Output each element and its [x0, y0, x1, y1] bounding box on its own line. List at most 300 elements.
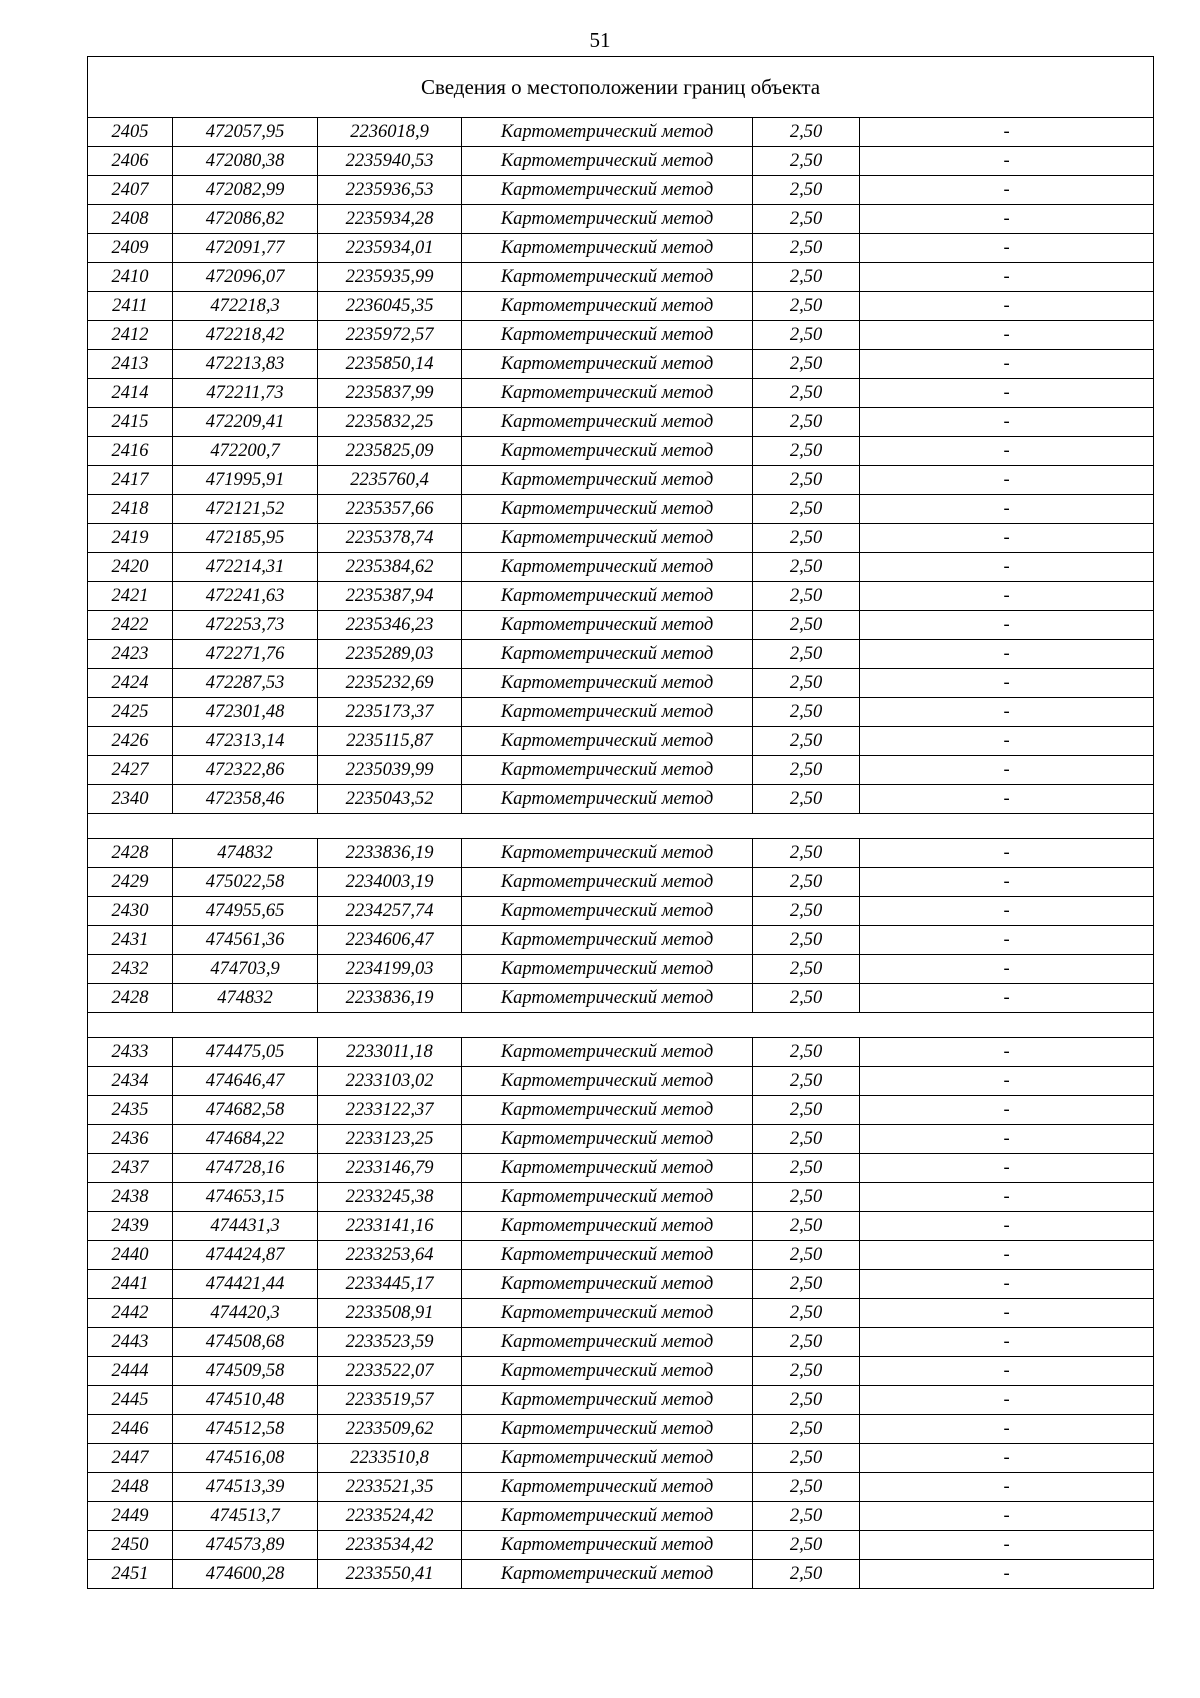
table-row: [88, 1328, 1154, 1357]
accuracy-cell: 2,50: [753, 611, 860, 640]
point-number-cell: 2417: [88, 466, 173, 495]
y-coordinate-cell: 2233836,19: [318, 984, 462, 1013]
point-number-cell: 2340: [88, 785, 173, 814]
method-cell: Картометрический метод: [462, 1183, 753, 1212]
method-cell: Картометрический метод: [462, 868, 753, 897]
x-coordinate-cell: 472213,83: [173, 350, 318, 379]
point-number-cell: 2443: [88, 1328, 173, 1357]
x-coordinate-cell: 474728,16: [173, 1154, 318, 1183]
accuracy-cell: 2,50: [753, 205, 860, 234]
boundary-table: [87, 56, 1154, 1589]
description-cell: -: [860, 321, 1154, 350]
y-coordinate-cell: 2235837,99: [318, 379, 462, 408]
description-cell: -: [860, 1270, 1154, 1299]
x-coordinate-cell: 474832: [173, 984, 318, 1013]
description-cell: -: [860, 611, 1154, 640]
y-coordinate-cell: 2233253,64: [318, 1241, 462, 1270]
accuracy-cell: 2,50: [753, 1328, 860, 1357]
accuracy-cell: 2,50: [753, 1212, 860, 1241]
method-cell: Картометрический метод: [462, 263, 753, 292]
point-number-cell: 2425: [88, 698, 173, 727]
x-coordinate-cell: 474682,58: [173, 1096, 318, 1125]
boundary-table-container: [87, 56, 1153, 1589]
method-cell: Картометрический метод: [462, 437, 753, 466]
x-coordinate-cell: 474600,28: [173, 1560, 318, 1589]
x-coordinate-cell: 472082,99: [173, 176, 318, 205]
description-cell: -: [860, 868, 1154, 897]
method-cell: Картометрический метод: [462, 1560, 753, 1589]
table-body: [88, 118, 1154, 1589]
y-coordinate-cell: 2233524,42: [318, 1502, 462, 1531]
y-coordinate-cell: 2236018,9: [318, 118, 462, 147]
method-cell: Картометрический метод: [462, 1212, 753, 1241]
description-cell: -: [860, 408, 1154, 437]
accuracy-cell: 2,50: [753, 234, 860, 263]
point-number-cell: 2444: [88, 1357, 173, 1386]
y-coordinate-cell: 2234257,74: [318, 897, 462, 926]
y-coordinate-cell: 2235825,09: [318, 437, 462, 466]
x-coordinate-cell: 474573,89: [173, 1531, 318, 1560]
table-row: [88, 698, 1154, 727]
table-row: [88, 147, 1154, 176]
description-cell: -: [860, 698, 1154, 727]
y-coordinate-cell: 2233510,8: [318, 1444, 462, 1473]
table-row: [88, 408, 1154, 437]
accuracy-cell: 2,50: [753, 1241, 860, 1270]
accuracy-cell: 2,50: [753, 350, 860, 379]
accuracy-cell: 2,50: [753, 1415, 860, 1444]
y-coordinate-cell: 2235387,94: [318, 582, 462, 611]
table-row: [88, 984, 1154, 1013]
accuracy-cell: 2,50: [753, 669, 860, 698]
table-row: [88, 437, 1154, 466]
table-row: [88, 1444, 1154, 1473]
y-coordinate-cell: 2235972,57: [318, 321, 462, 350]
x-coordinate-cell: 472214,31: [173, 553, 318, 582]
x-coordinate-cell: 474512,58: [173, 1415, 318, 1444]
point-number-cell: 2446: [88, 1415, 173, 1444]
method-cell: Картометрический метод: [462, 955, 753, 984]
table-row: [88, 926, 1154, 955]
table-row: [88, 379, 1154, 408]
description-cell: -: [860, 1241, 1154, 1270]
method-cell: Картометрический метод: [462, 118, 753, 147]
y-coordinate-cell: 2235346,23: [318, 611, 462, 640]
description-cell: -: [860, 524, 1154, 553]
method-cell: Картометрический метод: [462, 350, 753, 379]
description-cell: -: [860, 839, 1154, 868]
description-cell: -: [860, 205, 1154, 234]
description-cell: -: [860, 118, 1154, 147]
y-coordinate-cell: 2235115,87: [318, 727, 462, 756]
point-number-cell: 2451: [88, 1560, 173, 1589]
point-number-cell: 2438: [88, 1183, 173, 1212]
point-number-cell: 2427: [88, 756, 173, 785]
x-coordinate-cell: 474516,08: [173, 1444, 318, 1473]
x-coordinate-cell: 472322,86: [173, 756, 318, 785]
x-coordinate-cell: 474420,3: [173, 1299, 318, 1328]
x-coordinate-cell: 472271,76: [173, 640, 318, 669]
method-cell: Картометрический метод: [462, 698, 753, 727]
y-coordinate-cell: 2233836,19: [318, 839, 462, 868]
point-number-cell: 2423: [88, 640, 173, 669]
point-number-cell: 2410: [88, 263, 173, 292]
table-row: [88, 495, 1154, 524]
method-cell: Картометрический метод: [462, 984, 753, 1013]
x-coordinate-cell: 474510,48: [173, 1386, 318, 1415]
accuracy-cell: 2,50: [753, 495, 860, 524]
x-coordinate-cell: 472218,42: [173, 321, 318, 350]
table-row: [88, 1299, 1154, 1328]
description-cell: -: [860, 1444, 1154, 1473]
x-coordinate-cell: 474421,44: [173, 1270, 318, 1299]
method-cell: Картометрический метод: [462, 1328, 753, 1357]
table-row: [88, 785, 1154, 814]
description-cell: -: [860, 1328, 1154, 1357]
table-row: [88, 263, 1154, 292]
description-cell: -: [860, 1502, 1154, 1531]
group-separator-cell: [88, 1013, 1154, 1038]
y-coordinate-cell: 2234003,19: [318, 868, 462, 897]
description-cell: -: [860, 379, 1154, 408]
point-number-cell: 2449: [88, 1502, 173, 1531]
table-row: [88, 582, 1154, 611]
description-cell: -: [860, 897, 1154, 926]
description-cell: -: [860, 785, 1154, 814]
accuracy-cell: 2,50: [753, 292, 860, 321]
y-coordinate-cell: 2234606,47: [318, 926, 462, 955]
x-coordinate-cell: 474424,87: [173, 1241, 318, 1270]
method-cell: Картометрический метод: [462, 1241, 753, 1270]
accuracy-cell: 2,50: [753, 839, 860, 868]
accuracy-cell: 2,50: [753, 1270, 860, 1299]
method-cell: Картометрический метод: [462, 1096, 753, 1125]
point-number-cell: 2429: [88, 868, 173, 897]
description-cell: -: [860, 640, 1154, 669]
x-coordinate-cell: 472241,63: [173, 582, 318, 611]
method-cell: Картометрический метод: [462, 1038, 753, 1067]
x-coordinate-cell: 474561,36: [173, 926, 318, 955]
table-row: [88, 1154, 1154, 1183]
y-coordinate-cell: 2233509,62: [318, 1415, 462, 1444]
point-number-cell: 2448: [88, 1473, 173, 1502]
y-coordinate-cell: 2235289,03: [318, 640, 462, 669]
y-coordinate-cell: 2235936,53: [318, 176, 462, 205]
table-row: [88, 176, 1154, 205]
accuracy-cell: 2,50: [753, 118, 860, 147]
point-number-cell: 2428: [88, 984, 173, 1013]
description-cell: -: [860, 1212, 1154, 1241]
accuracy-cell: 2,50: [753, 466, 860, 495]
table-row: [88, 1415, 1154, 1444]
method-cell: Картометрический метод: [462, 1125, 753, 1154]
table-row: [88, 1125, 1154, 1154]
method-cell: Картометрический метод: [462, 926, 753, 955]
point-number-cell: 2409: [88, 234, 173, 263]
method-cell: Картометрический метод: [462, 1473, 753, 1502]
method-cell: Картометрический метод: [462, 524, 753, 553]
table-row: [88, 553, 1154, 582]
y-coordinate-cell: 2235934,01: [318, 234, 462, 263]
y-coordinate-cell: 2235760,4: [318, 466, 462, 495]
method-cell: Картометрический метод: [462, 1154, 753, 1183]
y-coordinate-cell: 2233146,79: [318, 1154, 462, 1183]
table-row: [88, 118, 1154, 147]
point-number-cell: 2422: [88, 611, 173, 640]
table-row: [88, 1096, 1154, 1125]
accuracy-cell: 2,50: [753, 727, 860, 756]
x-coordinate-cell: 472200,7: [173, 437, 318, 466]
point-number-cell: 2441: [88, 1270, 173, 1299]
x-coordinate-cell: 472358,46: [173, 785, 318, 814]
description-cell: -: [860, 495, 1154, 524]
description-cell: -: [860, 1531, 1154, 1560]
point-number-cell: 2416: [88, 437, 173, 466]
table-title: Сведения о местоположении границ объекта: [88, 57, 1154, 118]
accuracy-cell: 2,50: [753, 1038, 860, 1067]
method-cell: Картометрический метод: [462, 669, 753, 698]
accuracy-cell: 2,50: [753, 1154, 860, 1183]
accuracy-cell: 2,50: [753, 868, 860, 897]
y-coordinate-cell: 2236045,35: [318, 292, 462, 321]
method-cell: Картометрический метод: [462, 466, 753, 495]
point-number-cell: 2433: [88, 1038, 173, 1067]
y-coordinate-cell: 2233141,16: [318, 1212, 462, 1241]
point-number-cell: 2406: [88, 147, 173, 176]
x-coordinate-cell: 474475,05: [173, 1038, 318, 1067]
y-coordinate-cell: 2233534,42: [318, 1531, 462, 1560]
method-cell: Картометрический метод: [462, 1444, 753, 1473]
accuracy-cell: 2,50: [753, 437, 860, 466]
table-row: [88, 1531, 1154, 1560]
point-number-cell: 2421: [88, 582, 173, 611]
y-coordinate-cell: 2233011,18: [318, 1038, 462, 1067]
accuracy-cell: 2,50: [753, 1183, 860, 1212]
accuracy-cell: 2,50: [753, 553, 860, 582]
method-cell: Картометрический метод: [462, 727, 753, 756]
x-coordinate-cell: 474431,3: [173, 1212, 318, 1241]
description-cell: -: [860, 1560, 1154, 1589]
table-row: [88, 756, 1154, 785]
point-number-cell: 2447: [88, 1444, 173, 1473]
accuracy-cell: 2,50: [753, 756, 860, 785]
y-coordinate-cell: 2235832,25: [318, 408, 462, 437]
point-number-cell: 2419: [88, 524, 173, 553]
accuracy-cell: 2,50: [753, 321, 860, 350]
method-cell: Картометрический метод: [462, 321, 753, 350]
method-cell: Картометрический метод: [462, 1067, 753, 1096]
description-cell: -: [860, 1473, 1154, 1502]
table-row: [88, 292, 1154, 321]
x-coordinate-cell: 471995,91: [173, 466, 318, 495]
x-coordinate-cell: 474832: [173, 839, 318, 868]
description-cell: -: [860, 263, 1154, 292]
description-cell: -: [860, 955, 1154, 984]
x-coordinate-cell: 472211,73: [173, 379, 318, 408]
point-number-cell: 2442: [88, 1299, 173, 1328]
y-coordinate-cell: 2235850,14: [318, 350, 462, 379]
y-coordinate-cell: 2235378,74: [318, 524, 462, 553]
table-row: [88, 955, 1154, 984]
x-coordinate-cell: 472080,38: [173, 147, 318, 176]
description-cell: -: [860, 1154, 1154, 1183]
x-coordinate-cell: 472287,53: [173, 669, 318, 698]
accuracy-cell: 2,50: [753, 698, 860, 727]
y-coordinate-cell: 2233122,37: [318, 1096, 462, 1125]
accuracy-cell: 2,50: [753, 640, 860, 669]
method-cell: Картометрический метод: [462, 897, 753, 926]
table-row: [88, 234, 1154, 263]
group-separator-cell: [88, 814, 1154, 839]
x-coordinate-cell: 472218,3: [173, 292, 318, 321]
y-coordinate-cell: 2234199,03: [318, 955, 462, 984]
point-number-cell: 2434: [88, 1067, 173, 1096]
description-cell: -: [860, 292, 1154, 321]
x-coordinate-cell: 474646,47: [173, 1067, 318, 1096]
y-coordinate-cell: 2235935,99: [318, 263, 462, 292]
description-cell: -: [860, 466, 1154, 495]
x-coordinate-cell: 474513,7: [173, 1502, 318, 1531]
point-number-cell: 2435: [88, 1096, 173, 1125]
accuracy-cell: 2,50: [753, 1560, 860, 1589]
accuracy-cell: 2,50: [753, 1357, 860, 1386]
y-coordinate-cell: 2233445,17: [318, 1270, 462, 1299]
point-number-cell: 2405: [88, 118, 173, 147]
x-coordinate-cell: 472086,82: [173, 205, 318, 234]
x-coordinate-cell: 472121,52: [173, 495, 318, 524]
point-number-cell: 2440: [88, 1241, 173, 1270]
accuracy-cell: 2,50: [753, 897, 860, 926]
method-cell: Картометрический метод: [462, 379, 753, 408]
x-coordinate-cell: 472057,95: [173, 118, 318, 147]
table-row: [88, 897, 1154, 926]
y-coordinate-cell: 2233523,59: [318, 1328, 462, 1357]
x-coordinate-cell: 472253,73: [173, 611, 318, 640]
table-row: [88, 1067, 1154, 1096]
point-number-cell: 2407: [88, 176, 173, 205]
description-cell: -: [860, 582, 1154, 611]
x-coordinate-cell: 474684,22: [173, 1125, 318, 1154]
point-number-cell: 2432: [88, 955, 173, 984]
description-cell: -: [860, 669, 1154, 698]
y-coordinate-cell: 2233521,35: [318, 1473, 462, 1502]
method-cell: Картометрический метод: [462, 1386, 753, 1415]
x-coordinate-cell: 474653,15: [173, 1183, 318, 1212]
point-number-cell: 2431: [88, 926, 173, 955]
x-coordinate-cell: 474509,58: [173, 1357, 318, 1386]
method-cell: Картометрический метод: [462, 640, 753, 669]
y-coordinate-cell: 2235940,53: [318, 147, 462, 176]
point-number-cell: 2439: [88, 1212, 173, 1241]
x-coordinate-cell: 472096,07: [173, 263, 318, 292]
method-cell: Картометрический метод: [462, 1270, 753, 1299]
point-number-cell: 2445: [88, 1386, 173, 1415]
table-row: [88, 640, 1154, 669]
method-cell: Картометрический метод: [462, 1531, 753, 1560]
point-number-cell: 2424: [88, 669, 173, 698]
accuracy-cell: 2,50: [753, 408, 860, 437]
y-coordinate-cell: 2233519,57: [318, 1386, 462, 1415]
y-coordinate-cell: 2233103,02: [318, 1067, 462, 1096]
point-number-cell: 2415: [88, 408, 173, 437]
y-coordinate-cell: 2233550,41: [318, 1560, 462, 1589]
accuracy-cell: 2,50: [753, 785, 860, 814]
point-number-cell: 2408: [88, 205, 173, 234]
description-cell: -: [860, 1038, 1154, 1067]
point-number-cell: 2418: [88, 495, 173, 524]
x-coordinate-cell: 474508,68: [173, 1328, 318, 1357]
accuracy-cell: 2,50: [753, 1531, 860, 1560]
y-coordinate-cell: 2233245,38: [318, 1183, 462, 1212]
point-number-cell: 2414: [88, 379, 173, 408]
method-cell: Картометрический метод: [462, 553, 753, 582]
method-cell: Картометрический метод: [462, 1357, 753, 1386]
table-row: [88, 1241, 1154, 1270]
table-row: [88, 1212, 1154, 1241]
x-coordinate-cell: 472301,48: [173, 698, 318, 727]
table-row: [88, 321, 1154, 350]
y-coordinate-cell: 2233508,91: [318, 1299, 462, 1328]
accuracy-cell: 2,50: [753, 176, 860, 205]
point-number-cell: 2420: [88, 553, 173, 582]
group-separator-row: [88, 1013, 1154, 1038]
table-row: [88, 1357, 1154, 1386]
accuracy-cell: 2,50: [753, 147, 860, 176]
method-cell: Картометрический метод: [462, 1299, 753, 1328]
method-cell: Картометрический метод: [462, 1502, 753, 1531]
point-number-cell: 2413: [88, 350, 173, 379]
table-row: [88, 205, 1154, 234]
point-number-cell: 2426: [88, 727, 173, 756]
table-row: [88, 350, 1154, 379]
accuracy-cell: 2,50: [753, 955, 860, 984]
accuracy-cell: 2,50: [753, 926, 860, 955]
description-cell: -: [860, 437, 1154, 466]
method-cell: Картометрический метод: [462, 785, 753, 814]
description-cell: -: [860, 1299, 1154, 1328]
accuracy-cell: 2,50: [753, 984, 860, 1013]
table-row: [88, 1473, 1154, 1502]
table-row: [88, 1183, 1154, 1212]
point-number-cell: 2411: [88, 292, 173, 321]
table-row: [88, 611, 1154, 640]
description-cell: -: [860, 1415, 1154, 1444]
method-cell: Картометрический метод: [462, 1415, 753, 1444]
table-row: [88, 1386, 1154, 1415]
x-coordinate-cell: 474955,65: [173, 897, 318, 926]
description-cell: -: [860, 1357, 1154, 1386]
table-row: [88, 524, 1154, 553]
table-row: [88, 1502, 1154, 1531]
table-row: [88, 727, 1154, 756]
accuracy-cell: 2,50: [753, 1299, 860, 1328]
description-cell: -: [860, 984, 1154, 1013]
table-row: [88, 1038, 1154, 1067]
point-number-cell: 2436: [88, 1125, 173, 1154]
y-coordinate-cell: 2235173,37: [318, 698, 462, 727]
accuracy-cell: 2,50: [753, 263, 860, 292]
x-coordinate-cell: 475022,58: [173, 868, 318, 897]
y-coordinate-cell: 2235384,62: [318, 553, 462, 582]
accuracy-cell: 2,50: [753, 582, 860, 611]
description-cell: -: [860, 1386, 1154, 1415]
table-row: [88, 839, 1154, 868]
table-row: [88, 1270, 1154, 1299]
x-coordinate-cell: 474703,9: [173, 955, 318, 984]
x-coordinate-cell: 472209,41: [173, 408, 318, 437]
table-title-row: [88, 57, 1154, 118]
method-cell: Картометрический метод: [462, 611, 753, 640]
